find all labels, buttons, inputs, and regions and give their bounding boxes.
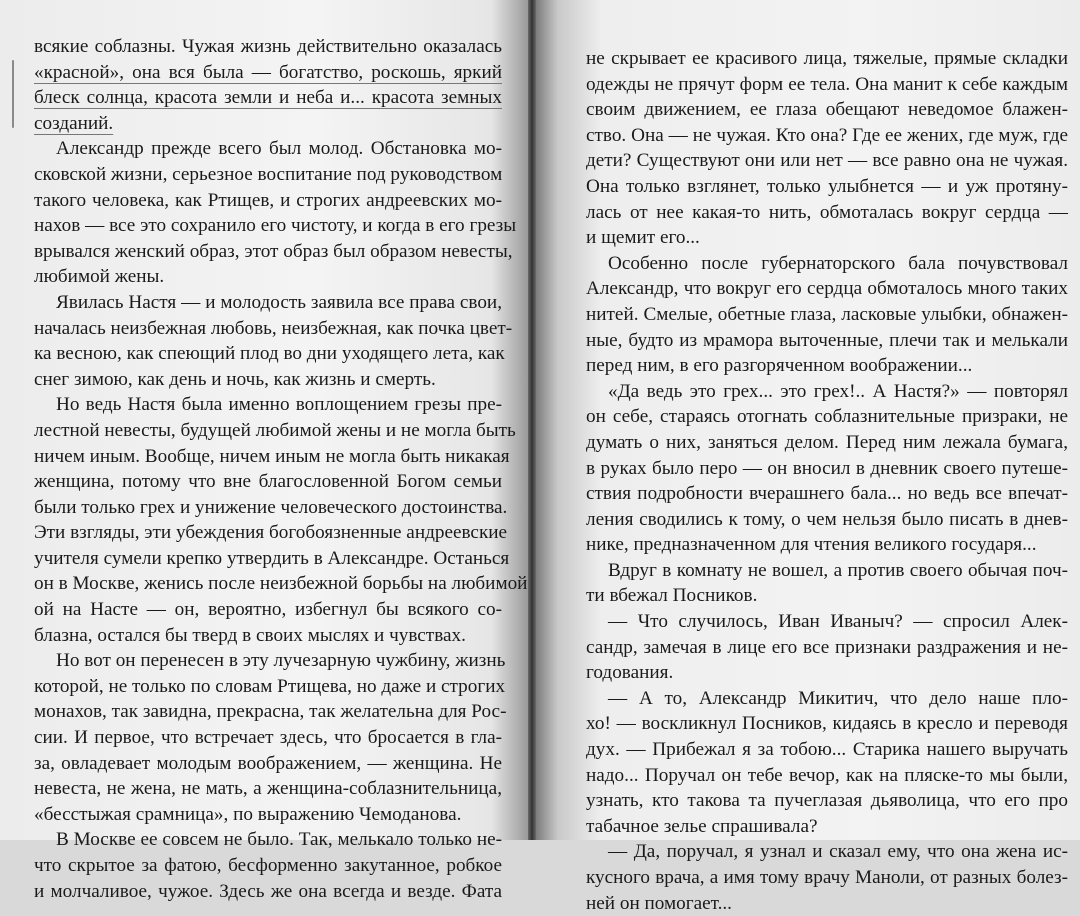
text-line: лась от нее какая-то нить, обмоталась вокруг сердца —	[586, 201, 1068, 223]
text-line: которой, не только по словам Ртищева, но даже и строгих	[34, 675, 506, 697]
text-line: он в Москве, женись после неизбежной борьбы на любимой	[34, 573, 528, 595]
text-line: ные, будто из мрамора выточенные, плечи так и мелькали	[586, 329, 1068, 351]
text-line: монахов, так завидна, прекрасна, так желательна для Рос-	[34, 701, 507, 723]
text-line: Явилась Настя — и молодость заявила все права свои,	[56, 291, 502, 313]
text-line: «Да ведь это грех... это грех!.. А Настя?» — повторял	[608, 380, 1068, 402]
text-line: хо! — воскликнул Посников, кидаясь в кресло и переводя	[586, 713, 1068, 735]
text-line: Вдруг в комнату не вошел, а против своего обычая поч-	[608, 559, 1068, 581]
text-line: надо... Поручал он тебе вечор, как на пляске-то мы были,	[586, 764, 1068, 786]
text-line: за, овладевает молодым воображением, — женщина. Не	[34, 752, 502, 774]
text-line: ой на Насте — он, вероятно, избегнул бы всякого со-	[34, 599, 502, 621]
text-line: В Москве ее совсем не было. Так, мелькало только не-	[56, 829, 502, 851]
text-line: думать о них, заняться делом. Перед ним лежала бумага,	[586, 431, 1068, 453]
text-line: он себе, стараясь отогнать соблазнительные призраки, не	[586, 406, 1068, 428]
text-line: перед ним, в его разгоряченном воображении...	[586, 355, 973, 377]
text-line: врывался женский образ, этот образ был образом невесты,	[34, 240, 513, 262]
text-line: табачное зелье спрашивала?	[586, 815, 818, 837]
text-line: Но ведь Настя была именно воплощением грезы пре-	[56, 394, 502, 416]
text-line: ство. Она — не чужая. Кто она? Где ее жених, где муж, где	[586, 124, 1068, 146]
text-line: любимой жены.	[34, 266, 165, 288]
right-page-text	[586, 46, 1068, 916]
text-line: нитей. Смелые, обетные глаза, ласковые улыбки, обнажен-	[586, 303, 1068, 325]
text-line: кусного врача, а имя тому врачу Маноли, от разных болез-	[586, 867, 1068, 888]
text-line: — А то, Александр Микитич, что дело наше пло-	[608, 687, 1068, 709]
text-line: блазна, остался бы тверд в своих мыслях и чувствах.	[34, 624, 466, 646]
text-line: Она только взглянет, только улыбнется — и уж протяну-	[586, 175, 1068, 197]
text-line: сковской жизни, серьезное воспитание под руководством	[34, 163, 503, 185]
text-line: сандр, замечая в лице его все признаки раздражения и не-	[586, 636, 1068, 658]
text-line: своим движением, ее глаза обещают неведомое блажен-	[586, 99, 1068, 121]
text-line: ничем иным. Вообще, ничем иным не могла быть никакая	[34, 445, 510, 467]
text-line: были только грех и унижение человеческого достоинства.	[34, 496, 508, 518]
text-line: Но вот он перенесен в эту лучезарную чужбину, жизнь	[56, 650, 506, 672]
text-line: женщина, потому что вне благословенной Богом семьи	[34, 471, 502, 493]
text-line: годования.	[586, 662, 674, 684]
text-line: ти вбежал Посников.	[586, 585, 758, 607]
text-line: нике, предназначенном для чтения великого государя...	[586, 534, 1037, 556]
text-line: сии. И первое, что встречает здесь, что бросается в гла-	[34, 727, 502, 749]
text-line: Эти взгляды, эти убеждения богобоязненные андреевские	[34, 522, 508, 544]
text-line: одежды не прячут форм ее тела. Она манит к себе каждым	[586, 73, 1068, 95]
text-line: не скрывает ее красивого лица, тяжелые, прямые складки	[586, 48, 1068, 69]
text-line: — Да, поручал, я узнал и сказал ему, что она жена ис-	[608, 841, 1068, 863]
text-line: Александр, что вокруг его сердца обмоталось много таких	[586, 278, 1068, 300]
text-line: невеста, не жена, не мать, а женщина-соблазнительница,	[34, 778, 502, 800]
text-line: учителя сумели крепко утвердить в Александре. Останься	[34, 547, 510, 569]
pencil-margin-mark	[12, 60, 14, 128]
text-line: и молчаливое, чужое. Здесь же она всегда и везде. Фата	[34, 880, 502, 902]
right-page	[536, 0, 1080, 914]
text-line: ка весною, как спеющий плод во дни уходящего лета, как	[34, 343, 505, 365]
text-line: началась неизбежная любовь, неизбежная, как почка цвет-	[34, 317, 513, 339]
book-gutter	[528, 0, 536, 840]
text-line: дети? Существуют они или нет — все равно она не чужая.	[586, 150, 1068, 172]
text-line: Особенно после губернаторского бала почувствовал	[608, 252, 1068, 274]
left-page-text	[34, 34, 528, 904]
text-line: в руках было перо — он вносил в дневник своего путеше-	[586, 457, 1068, 479]
text-line: созданий.	[34, 112, 114, 134]
text-line: ствия подробности вчерашнего бала... но ведь все впечат-	[586, 483, 1068, 505]
text-line: — Что случилось, Иван Иваныч? — спросил Алек-	[608, 611, 1068, 633]
text-line: блеск солнца, красота земли и неба и... красота земных	[34, 87, 502, 109]
text-line: лестной невесты, будущей любимой жены и не могла быть	[34, 419, 516, 441]
text-line: и щемит его...	[586, 227, 700, 249]
text-line: дух. — Прибежал я за тобою... Старика нашего выручать	[586, 739, 1068, 761]
text-line: ней он помогает...	[586, 892, 732, 914]
text-line: узнать, кто такова та пучеглазая дьяволица, что его про	[586, 790, 1068, 812]
text-line: «бесстыжая срамница», по выражению Чемоданова.	[34, 803, 462, 825]
text-line: всякие соблазны. Чужая жизнь действительно оказалась	[34, 36, 502, 57]
text-line: ления сводились к тому, о чем нельзя было писать в днев-	[586, 508, 1068, 530]
text-line: нахов — все это сохранило его чистоту, и когда в его грезы	[34, 215, 517, 237]
left-page	[0, 0, 528, 902]
text-line: Александр прежде всего был молод. Обстановка мо-	[56, 138, 502, 160]
text-line: что скрытое за фатою, бесформенно закутанное, робкое	[34, 855, 502, 876]
text-line: «красной», она вся была — богатство, роскошь, яркий	[34, 61, 502, 83]
text-line: такого человека, как Ртищев, и строгих андреевских мо-	[34, 189, 502, 211]
text-line: снег зимою, как день и ночь, как жизнь и смерть.	[34, 368, 436, 390]
